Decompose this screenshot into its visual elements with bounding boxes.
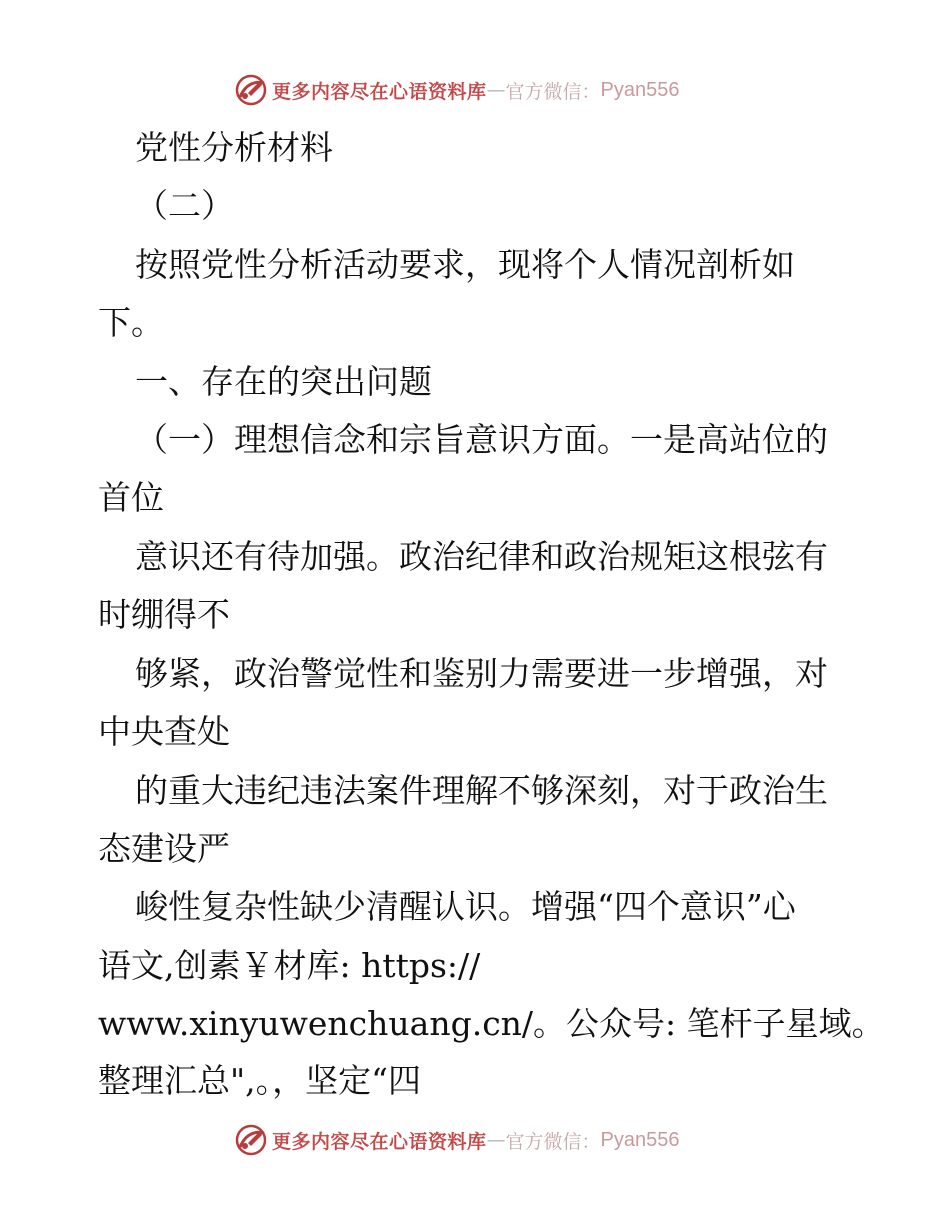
footer-banner	[0, 1120, 950, 1160]
paragraph-line: 态建设严	[98, 829, 230, 868]
banner-wechat-id: Pyan556	[600, 1128, 680, 1151]
paragraph-line: 意识还有待加强。政治纪律和政治规矩这根弦有	[135, 537, 828, 576]
paragraph-line: 首位	[98, 478, 164, 517]
paragraph-line: 峻性复杂性缺少清醒认识。增强“四个意识”心	[135, 887, 796, 926]
banner-wechat-label: 官方微信：	[505, 1130, 601, 1153]
banner-text: 更多内容尽在心语资料库	[272, 80, 487, 103]
paragraph-line: 下。	[98, 303, 164, 342]
banner-text: 更多内容尽在心语资料库	[272, 1130, 487, 1153]
doc-title: 党性分析材料	[135, 128, 333, 167]
paragraph-line: 按照党性分析活动要求，现将个人情况剖析如	[135, 245, 795, 284]
paragraph-line: 的重大违纪违法案件理解不够深刻，对于政治生	[135, 771, 828, 810]
paragraph-line: 语文,创素￥材库: https://	[98, 946, 481, 985]
header-banner	[0, 70, 950, 110]
paragraph-line: 时绷得不	[98, 595, 230, 634]
paragraph-line: 中央查处	[98, 712, 230, 751]
banner-wechat-id: Pyan556	[600, 78, 680, 101]
paragraph-line: 整理汇总",。，坚定“四	[98, 1061, 422, 1100]
footer-banner-inner	[234, 1122, 680, 1158]
banner-separator: —	[486, 1129, 506, 1151]
banner-separator: —	[486, 79, 506, 101]
logo-icon	[234, 73, 268, 107]
paragraph-line: 够紧，政治警觉性和鉴别力需要进一步增强，对	[135, 654, 828, 693]
logo-icon	[234, 1123, 268, 1157]
paragraph-line: （一）理想信念和宗旨意识方面。一是高站位的	[135, 420, 828, 459]
banner-wechat-label: 官方微信：	[505, 80, 601, 103]
doc-subtitle: （二）	[135, 186, 234, 225]
section-heading: 一、存在的突出问题	[135, 362, 432, 401]
paragraph-line: www.xinyuwenchuang.cn/。公众号: 笔杆子星域。	[98, 1004, 885, 1043]
header-banner-inner	[234, 72, 680, 108]
